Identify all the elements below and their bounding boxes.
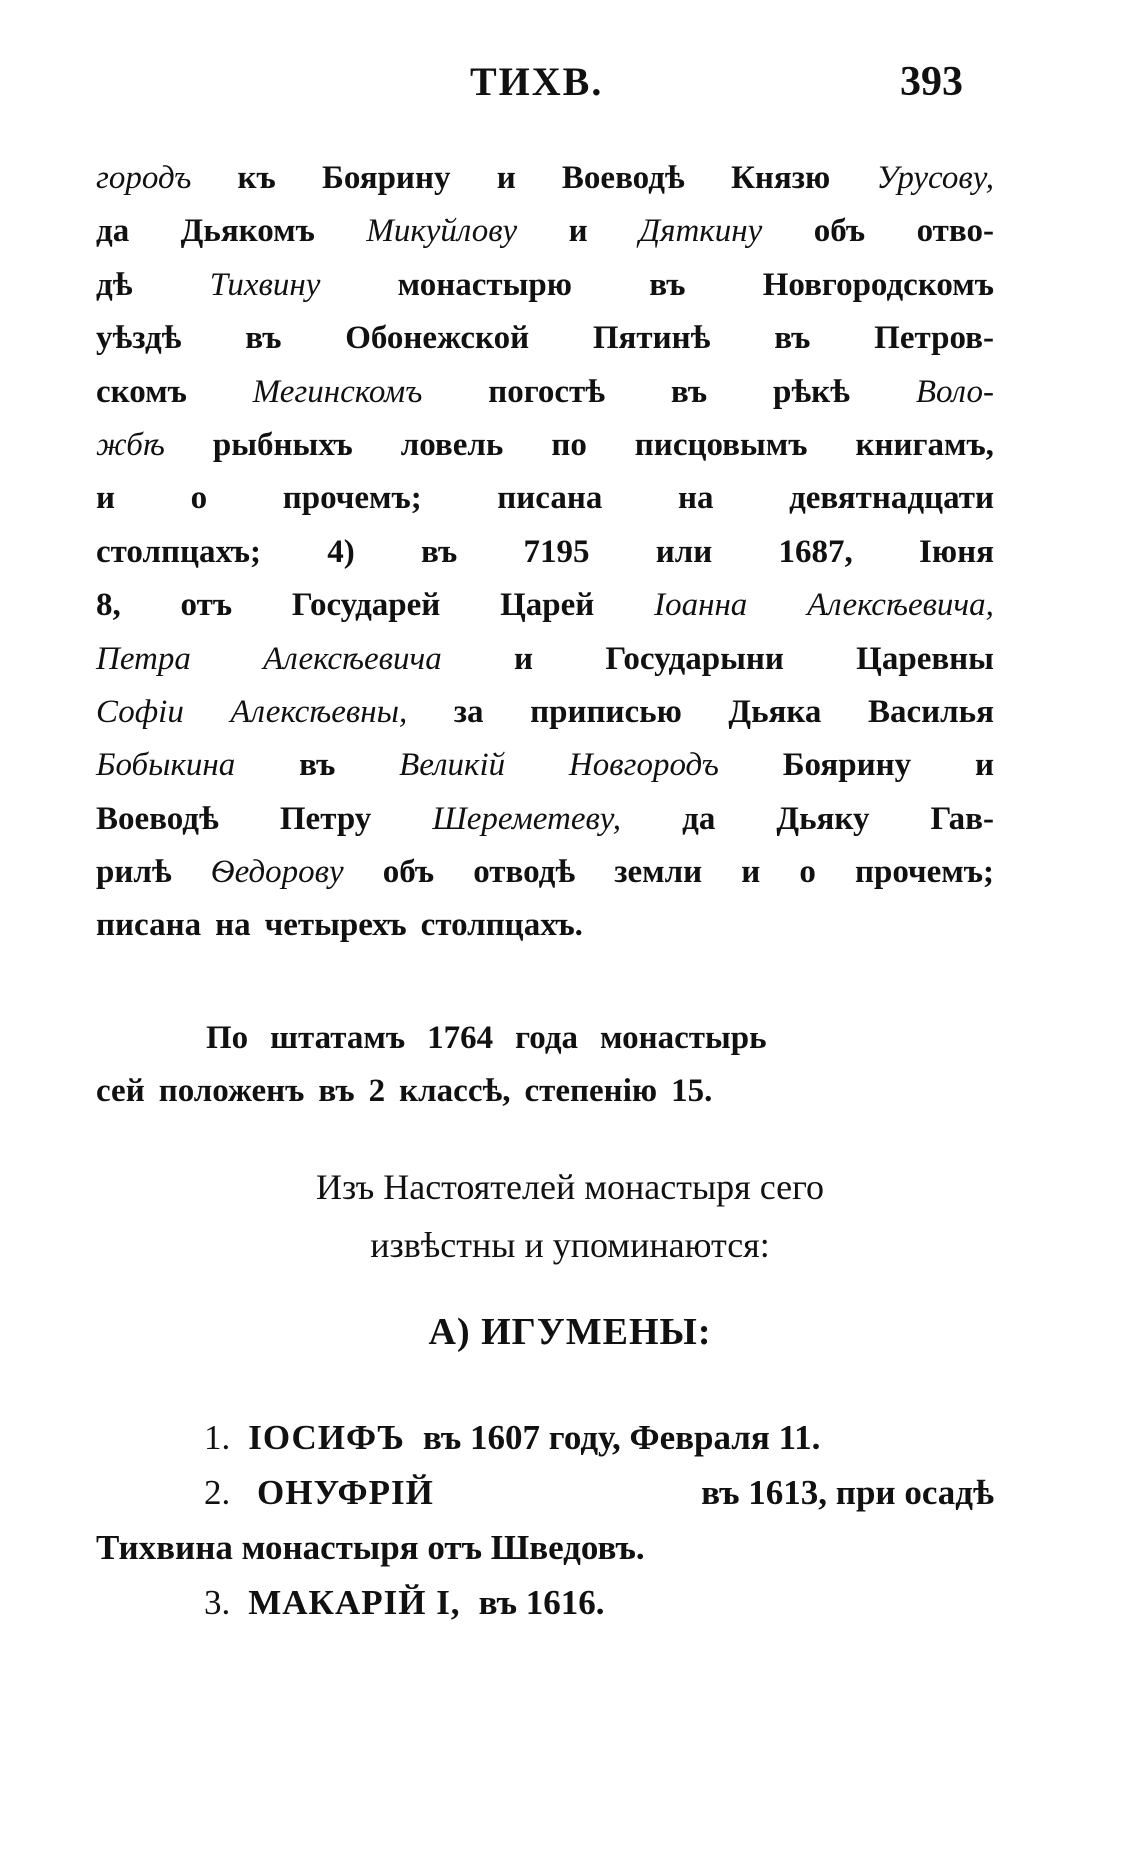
paragraph-charters [96,152,994,953]
word: Новгородъ [568,747,719,784]
word: въ [421,533,458,570]
word: четырехъ [264,907,407,944]
word: монастырь [600,1020,767,1056]
word: года [515,1020,579,1056]
running-title: ТИХВ. [470,59,604,104]
word: Алексѣевны, [230,693,408,730]
word: въ [670,373,708,410]
text-line [96,366,994,419]
word: и [568,213,588,250]
word: Князю [730,160,831,196]
text-line [96,633,994,686]
word: о [799,854,816,891]
word: рѣкѣ [772,373,850,410]
word: штатамъ [270,1020,406,1056]
list-item-text: въ 1613, при осадѣ [701,1473,994,1512]
paragraph-staffing [96,1012,994,1119]
word: писана [96,907,202,944]
text-line [96,152,994,205]
word: Воеводѣ [561,160,685,196]
word: въ [774,320,811,357]
word: монастырю [397,266,572,303]
word: Бобыкина [96,747,236,784]
word: Тихвину [209,266,321,303]
word: погостѣ [488,373,606,410]
word: и [514,640,534,677]
word: Мегинскомъ [252,373,423,410]
word: на [677,480,714,517]
word: Великій [399,747,506,784]
list-item [96,1465,994,1520]
word: Боярину [782,747,912,784]
word: Дьяка [728,693,822,730]
text-line [96,1065,994,1118]
word: писана [497,480,603,517]
word: 2 [368,1073,386,1110]
word: девятнадцати [789,480,994,517]
text-line [96,205,994,258]
word: Новгородскомъ [762,266,994,303]
list-item-continuation [96,1520,994,1575]
text-line [96,312,994,365]
word: ловель [400,426,504,463]
text-line [96,579,994,632]
word: 8, [96,587,121,624]
word: рилѣ [96,854,172,891]
word: о [190,480,208,517]
word: рыбныхъ [212,426,353,463]
word: столпцахъ; [96,533,261,570]
word: къ [237,160,276,196]
word: и [974,747,994,784]
word: въ [245,320,282,357]
word: за [453,693,484,730]
list-item-number: 3. [204,1583,231,1622]
word: книгамъ, [855,426,994,463]
word: Микуйлову [366,213,518,250]
word: Іоанна [654,587,748,624]
word: Василья [867,693,994,730]
word: уѣздѣ [96,320,182,357]
word: Петров- [874,320,994,357]
word: отво- [916,213,994,250]
word: Государей [291,587,441,624]
text-line [96,846,994,899]
text-line [96,259,994,312]
text-line [96,739,994,792]
word: положенъ [158,1073,305,1110]
word: Боярину [322,160,451,196]
word: Воло- [915,373,994,410]
word: Софіи [96,693,184,730]
list-item-text: Тихвина монастыря отъ Шведовъ. [96,1528,645,1567]
word: приписью [530,693,682,730]
word: Алексѣевича, [807,587,994,624]
word: 7195 [523,533,590,570]
intro-heading-line: Изъ Настоятелей монастыря сего [316,1167,824,1207]
word: да [96,213,130,250]
abbots-list [96,1410,994,1630]
word: да [682,800,716,837]
text-line [96,472,994,525]
list-item-name: МАКАРІЙ I, [248,1583,461,1622]
list-item-name: ІОСИФЪ [248,1418,405,1457]
list-item-text: въ 1607 году, Февраля 11. [422,1418,821,1457]
word: въ [318,1073,355,1110]
word: Царевны [856,640,994,677]
word: Петра [96,640,191,677]
word: По [206,1020,249,1056]
list-item-name: ОНУФРІЙ [257,1473,434,1512]
word: 1687, [778,533,853,570]
word: Урусову, [876,160,994,196]
word: Алексѣевича [263,640,442,677]
word: Дьякомъ [180,213,315,250]
word: и [496,160,516,196]
word: отъ [180,587,233,624]
word: Воеводѣ [96,800,219,837]
word: объ [813,213,866,250]
text-line [96,686,994,739]
word: городъ [96,160,192,196]
word: Государыни [605,640,784,677]
word: Петру [279,800,372,837]
word: объ [382,854,435,891]
page-number: 393 [900,59,963,105]
word: жбѣ [96,426,165,463]
text-line [96,899,994,952]
word: 1764 [427,1020,494,1056]
text-line [96,419,994,472]
word: и [96,480,116,517]
list-item-number: 1. [204,1418,231,1457]
section-heading: А) ИГУМЕНЫ: [428,1311,712,1353]
word: земли [614,854,703,891]
word: дѣ [96,266,133,303]
word: прочемъ; [282,480,422,517]
word: Дяткину [639,213,763,250]
word: прочемъ; [854,854,994,891]
list-item-number: 2. [204,1473,231,1512]
word: Ѳедорову [210,854,344,891]
word: Іюня [919,533,994,570]
word: Шереметеву, [432,800,622,837]
list-item [96,1410,994,1465]
intro-heading-line: извѣстны и упоминаются: [370,1225,770,1265]
word: Царей [500,587,595,624]
word: 4) [327,533,355,570]
word: Дьяку [776,800,870,837]
word: степенію [524,1073,658,1110]
word: столпцахъ. [420,907,583,944]
word: классѣ, [399,1073,511,1110]
text-line [96,793,994,846]
text-line [96,526,994,579]
word: 15. [671,1073,713,1110]
word: въ [299,747,336,784]
text-line [96,1012,994,1065]
word: въ [649,266,686,303]
word: сей [96,1073,145,1110]
abbots-intro-heading [0,1158,1140,1274]
word: писцовымъ [634,426,808,463]
word: скомъ [96,373,187,410]
word: на [215,907,251,944]
word: отводѣ [473,854,576,891]
running-head [0,58,1140,118]
word: Обонежской [345,320,530,357]
list-item [96,1575,994,1630]
list-item-text: въ 1616. [478,1583,605,1622]
word: по [551,426,587,463]
word: Гав- [930,800,994,837]
word: Пятинѣ [592,320,711,357]
word: и [741,854,761,891]
word: или [655,533,713,570]
